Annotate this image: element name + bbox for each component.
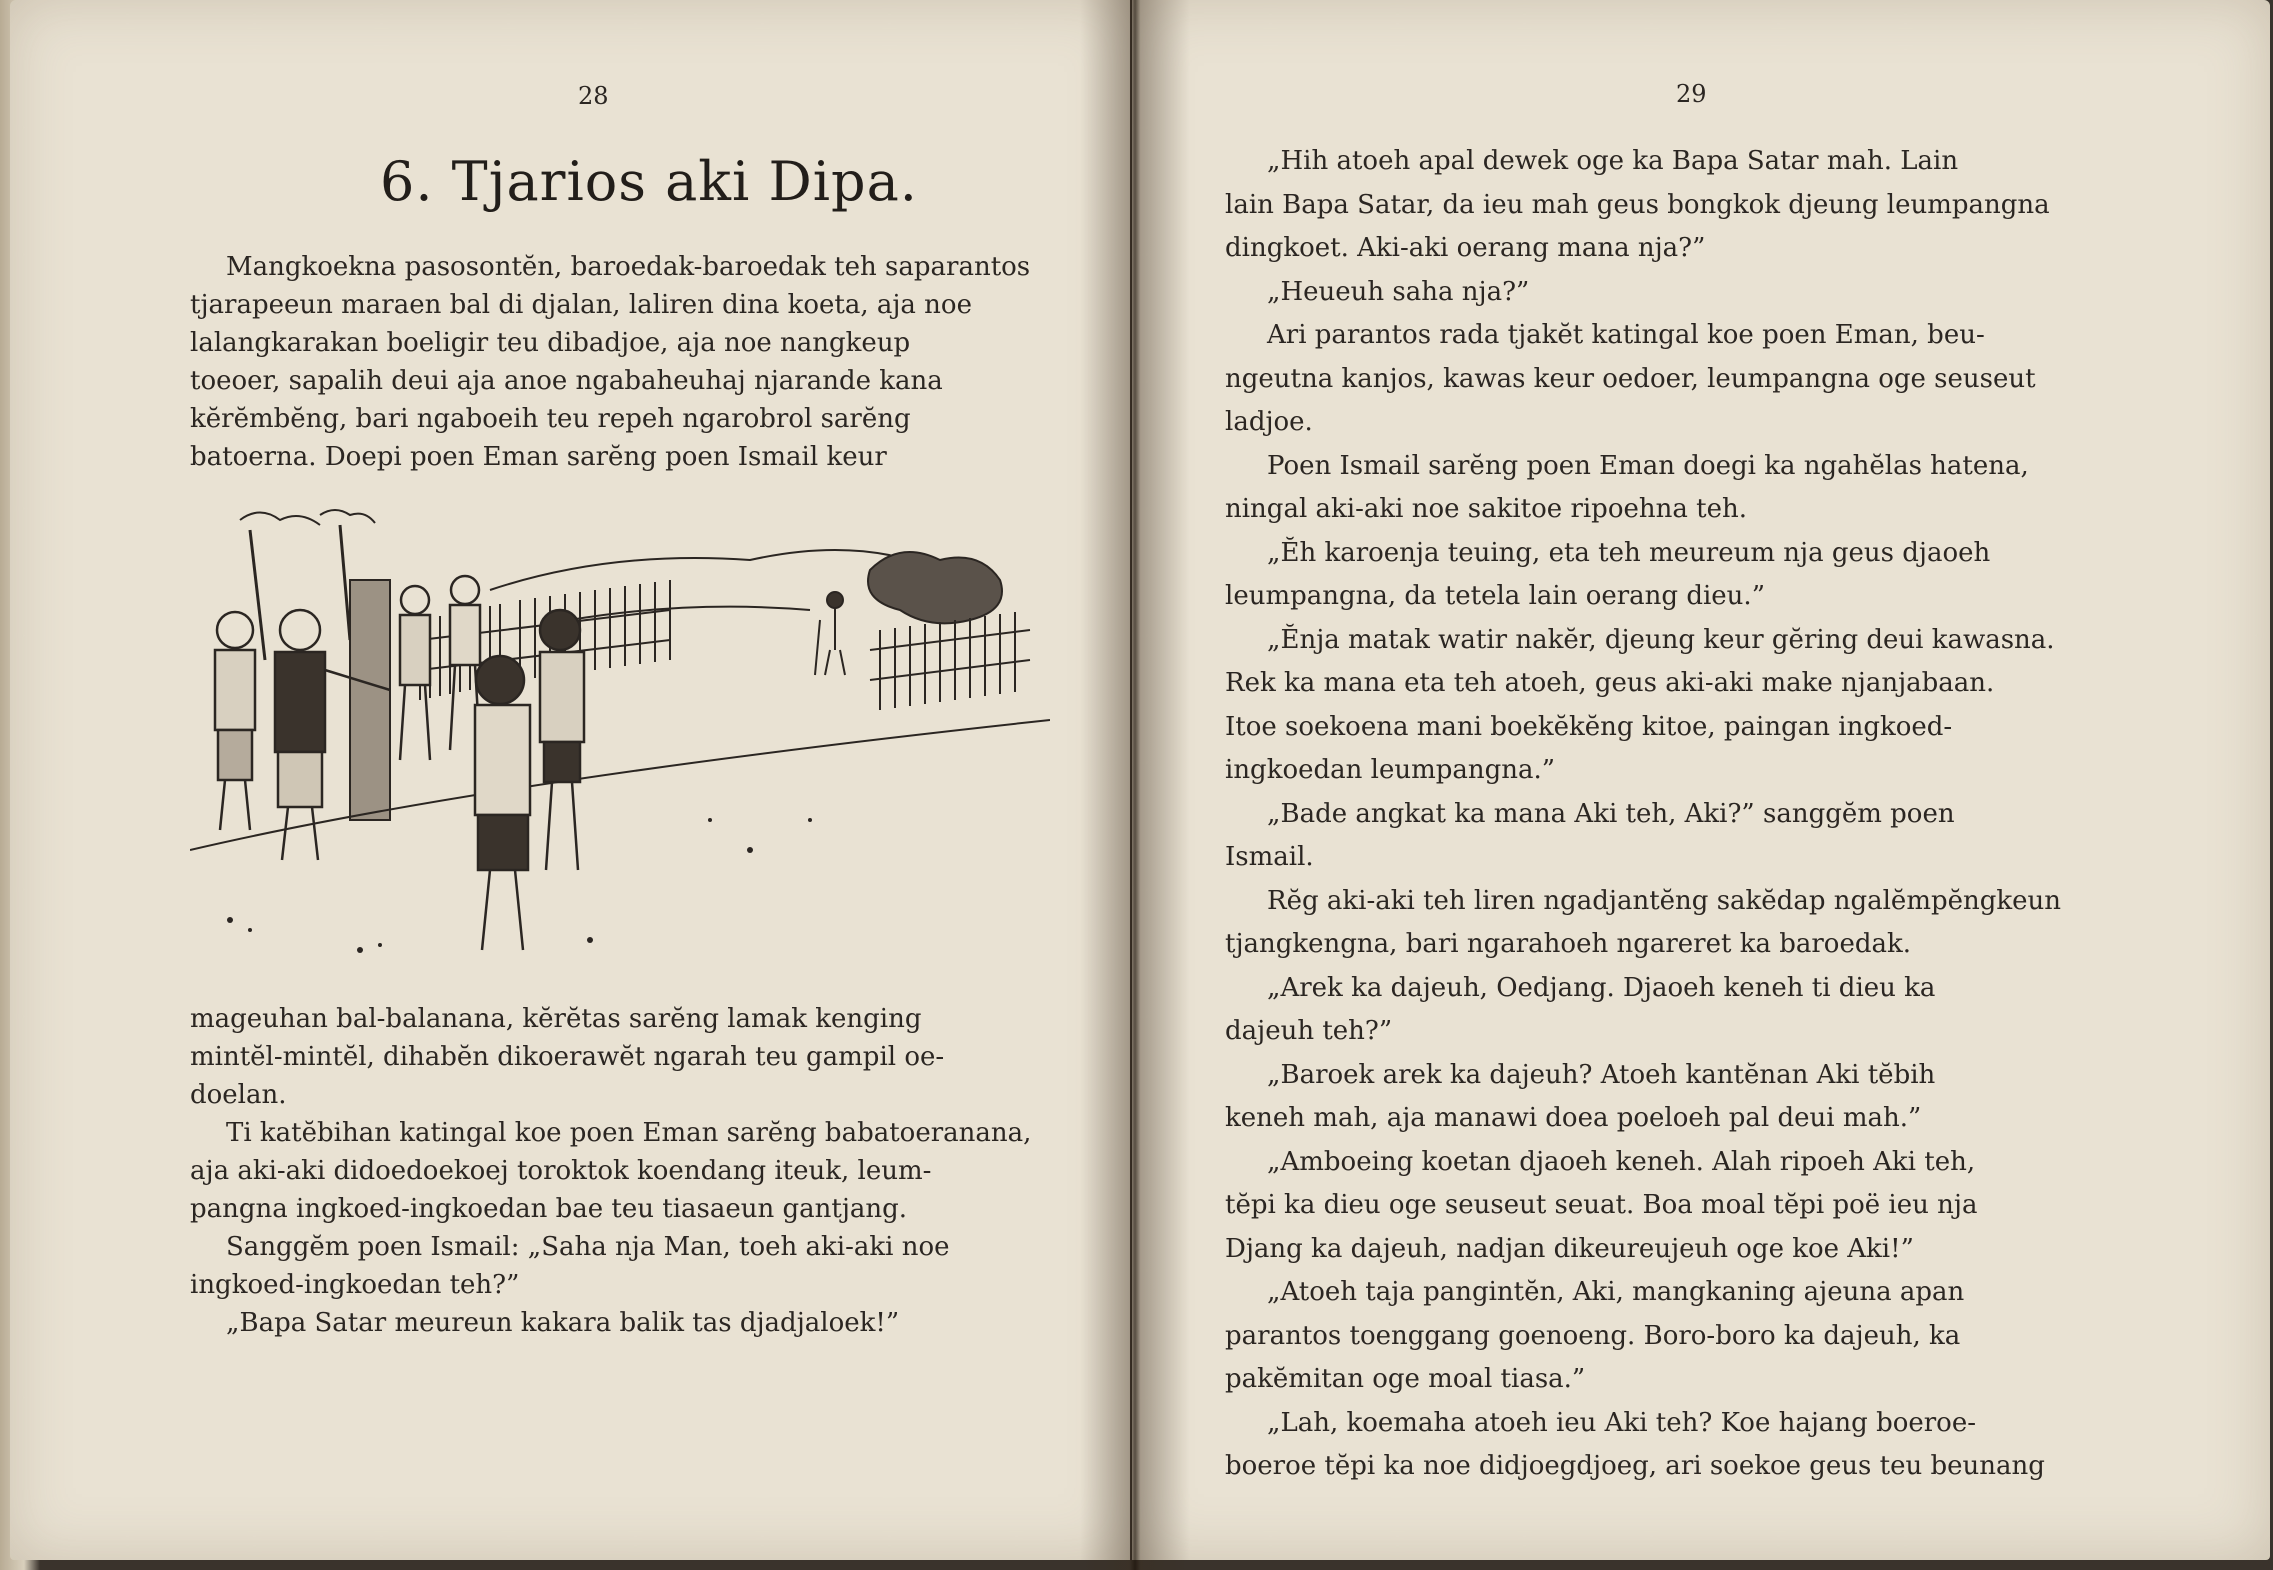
text-line: keneh mah, aja manawi doea poeloeh pal deui mah.” — [1225, 1103, 1922, 1133]
text-line: „Ĕh karoenja teuing, eta teh meureum nja geus djaoeh — [1267, 537, 1991, 568]
text-line: „Atoeh taja pangintĕn, Aki, mangkaning ajeuna apan — [1267, 1277, 1965, 1307]
text-line: dajeuh teh?” — [1225, 1016, 1393, 1046]
text-line: leumpangna, da tetela lain oerang dieu.” — [1225, 581, 1765, 611]
left-page-number: 28 — [578, 82, 609, 110]
text-line: tĕpi ka dieu oge seuseut seuat. Boa moal tĕpi poë ieu nja — [1225, 1190, 1978, 1220]
illustration-children-playing — [190, 500, 1050, 970]
text-line: „Baroek arek ka dajeuh? Atoeh kantĕnan Aki tĕbih — [1267, 1059, 1936, 1090]
text-line: parantos toenggang goenoeng. Boro-boro ka dajeuh, ka — [1225, 1320, 1961, 1351]
text-line: mageuhan bal-balanana, kĕrĕtas sarĕng lamak kenging — [190, 1004, 922, 1034]
text-line: tjangkengna, bari ngarahoeh ngareret ka baroedak. — [1225, 929, 1912, 959]
text-line: lain Bapa Satar, da ieu mah geus bongkok djeung leumpangna — [1225, 189, 2050, 220]
chapter-title: 6. Tjarios aki Dipa. — [380, 150, 918, 213]
text-line: „Ĕnja matak watir nakĕr, djeung keur gĕring deui kawasna. — [1267, 624, 2055, 655]
text-line: Itoe soekoena mani boekĕkĕng kitoe, paingan ingkoed- — [1225, 711, 1953, 742]
text-line: Djang ka dajeuh, nadjan dikeureujeuh oge koe Aki!” — [1225, 1233, 1914, 1264]
text-line: doelan. — [190, 1080, 287, 1110]
text-line: Ti katĕbihan katingal koe poen Eman sarĕng babatoeranana, — [226, 1118, 1032, 1148]
text-line: pakĕmitan oge moal tiasa.” — [1225, 1364, 1586, 1394]
text-line: „Bade angkat ka mana Aki teh, Aki?” sanggĕm poen — [1267, 798, 1955, 829]
text-line: „Heueuh saha nja?” — [1267, 276, 1530, 307]
text-line: lalangkarakan boeligir teu dibadjoe, aja noe nangkeup — [190, 328, 911, 358]
text-line: „Lah, koemaha atoeh ieu Aki teh? Koe hajang boeroe- — [1267, 1407, 1977, 1438]
left-page — [10, 0, 1130, 1560]
text-line: Sanggĕm poen Ismail: „Saha nja Man, toeh aki-aki noe — [226, 1232, 950, 1262]
left-top-text — [190, 248, 1030, 476]
text-line: tjarapeeun maraen bal di djalan, laliren dina koeta, aja noe — [190, 290, 972, 320]
text-line: Poen Ismail sarĕng poen Eman doegi ka ngahĕlas hatena, — [1267, 450, 2029, 481]
text-line: boeroe tĕpi ka noe didjoegdjoeg, ari soekoe geus teu beunang — [1225, 1451, 2045, 1481]
text-line: ningal aki-aki noe sakitoe ripoehna teh. — [1225, 494, 1747, 524]
text-line: ingkoed-ingkoedan teh?” — [190, 1270, 520, 1300]
text-line: Rĕg aki-aki teh liren ngadjantĕng sakĕdap ngalĕmpĕngkeun — [1267, 885, 2062, 916]
text-line: Ari parantos rada tjakĕt katingal koe poen Eman, beu- — [1267, 320, 1985, 350]
text-line: ingkoedan leumpangna.” — [1225, 755, 1556, 785]
text-line: Rek ka mana eta teh atoeh, geus aki-aki make njanjabaan. — [1225, 668, 1995, 698]
text-line: „Hih atoeh apal dewek oge ka Bapa Satar mah. Lain — [1267, 146, 1959, 176]
text-line: Ismail. — [1225, 842, 1314, 872]
text-line: dingkoet. Aki-aki oerang mana nja?” — [1225, 233, 1706, 263]
right-page-number: 29 — [1676, 80, 1707, 108]
text-line: Mangkoekna pasosontĕn, baroedak-baroedak teh saparantos — [226, 252, 1031, 282]
text-line: kĕrĕmbĕng, bari ngaboeih teu repeh ngarobrol sarĕng — [190, 404, 911, 434]
text-line: aja aki-aki didoedoekoej toroktok koendang iteuk, leum- — [190, 1156, 932, 1186]
text-line: „Bapa Satar meureun kakara balik tas djadjaloek!” — [226, 1308, 900, 1338]
text-line: batoerna. Doepi poen Eman sarĕng poen Ismail keur — [190, 442, 887, 472]
text-line: pangna ingkoed-ingkoedan bae teu tiasaeun gantjang. — [190, 1194, 908, 1224]
text-line: „Arek ka dajeuh, Oedjang. Djaoeh keneh ti dieu ka — [1267, 972, 1936, 1003]
text-line: ngeutna kanjos, kawas keur oedoer, leumpangna oge seuseut — [1225, 363, 2036, 394]
text-line: ladjoe. — [1225, 407, 1313, 437]
right-page-text — [1225, 140, 2125, 1489]
text-line: mintĕl-mintĕl, dihabĕn dikoerawĕt ngarah teu gampil oe- — [190, 1042, 945, 1072]
left-bottom-text — [190, 1000, 1050, 1342]
text-line: „Amboeing koetan djaoeh keneh. Alah ripoeh Aki teh, — [1267, 1146, 1976, 1177]
text-line: toeoer, sapalih deui aja anoe ngabaheuhaj njarande kana — [190, 366, 943, 396]
